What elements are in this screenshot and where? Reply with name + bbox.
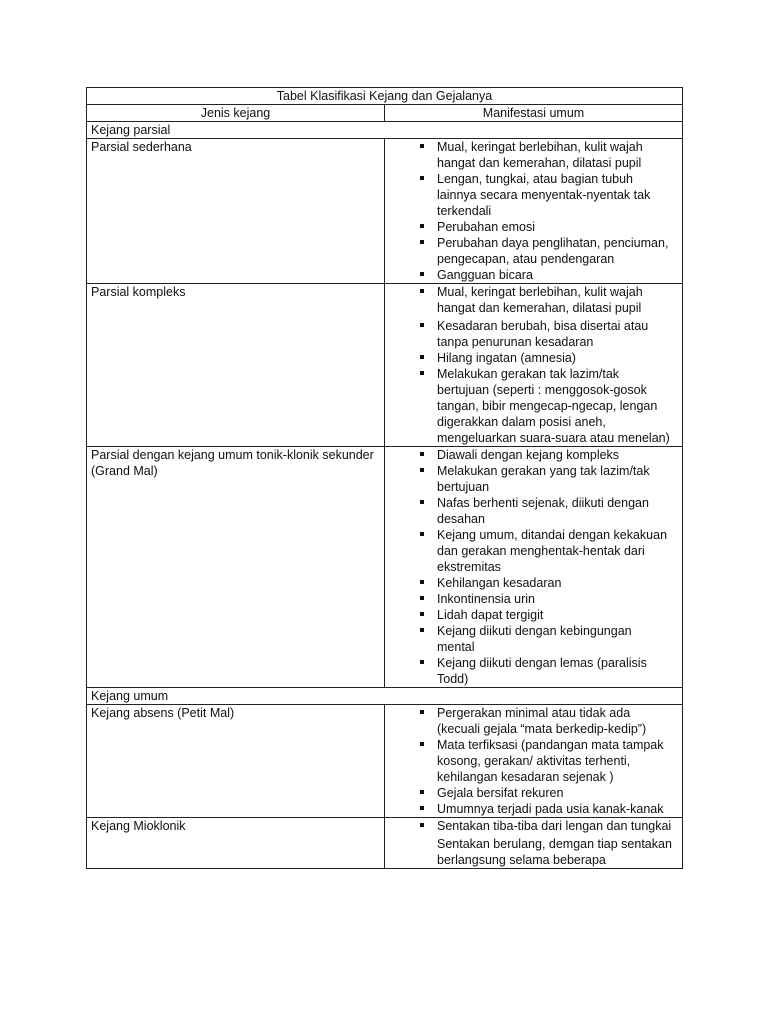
list-item: Kehilangan kesadaran: [389, 575, 678, 591]
list-item: Sentakan tiba-tiba dari lengan dan tungkai: [389, 818, 678, 834]
list-item: Mual, keringat berlebihan, kulit wajah hangat dan kemerahan, dilatasi pupil: [389, 284, 678, 316]
list-item: Kejang diikuti dengan kebingungan mental: [389, 623, 678, 655]
list-item: Kejang umum, ditandai dengan kekakuan dan gerakan menghentak-hentak dari ekstremitas: [389, 527, 678, 575]
seizure-type-cell: Parsial dengan kejang umum tonik-klonik sekunder (Grand Mal): [87, 447, 385, 688]
list-item: Pergerakan minimal atau tidak ada (kecuali gejala “mata berkedip-kedip”): [389, 705, 678, 737]
manifestation-list: [389, 447, 678, 687]
seizure-type-cell: Kejang Mioklonik: [87, 818, 385, 869]
header-seizure-type: Jenis kejang: [87, 105, 385, 122]
list-item: Kesadaran berubah, bisa disertai atau tanpa penurunan kesadaran: [389, 316, 678, 350]
list-item: Kejang diikuti dengan lemas (paralisis Todd): [389, 655, 678, 687]
table-row: [87, 139, 683, 284]
manifestation-list: [389, 284, 678, 446]
table-title: Tabel Klasifikasi Kejang dan Gejalanya: [87, 88, 683, 105]
list-item: Gangguan bicara: [389, 267, 678, 283]
title-row: [87, 88, 683, 105]
manifestation-cell: [385, 818, 683, 869]
list-item: Umumnya terjadi pada usia kanak-kanak: [389, 801, 678, 817]
list-item: Perubahan daya penglihatan, penciuman, pengecapan, atau pendengaran: [389, 235, 678, 267]
manifestation-list: [389, 705, 678, 817]
table-row: [87, 705, 683, 818]
list-item: Melakukan gerakan tak lazim/tak bertujuan (seperti : menggosok-gosok tangan, bibir mengecap-ngecap, lengan digerakkan dalam posisi aneh, mengeluarkan suara-suara atau menelan): [389, 366, 678, 446]
list-item: Perubahan emosi: [389, 219, 678, 235]
table-row: [87, 284, 683, 447]
seizure-type-cell: Parsial sederhana: [87, 139, 385, 284]
list-item: Diawali dengan kejang kompleks: [389, 447, 678, 463]
manifestation-cell: [385, 284, 683, 447]
list-item: Gejala bersifat rekuren: [389, 785, 678, 801]
section-row-generalized: [87, 688, 683, 705]
manifestation-cell: [385, 139, 683, 284]
list-item: Mual, keringat berlebihan, kulit wajah hangat dan kemerahan, dilatasi pupil: [389, 139, 678, 171]
list-item: Mata terfiksasi (pandangan mata tampak kosong, gerakan/ aktivitas terhenti, kehilangan kesadaran sejenak ): [389, 737, 678, 785]
list-item: Hilang ingatan (amnesia): [389, 350, 678, 366]
list-item: Inkontinensia urin: [389, 591, 678, 607]
list-item: Lidah dapat tergigit: [389, 607, 678, 623]
table-row: [87, 818, 683, 869]
manifestation-list: [389, 818, 678, 868]
list-item: Nafas berhenti sejenak, diikuti dengan desahan: [389, 495, 678, 527]
list-item: Melakukan gerakan yang tak lazim/tak bertujuan: [389, 463, 678, 495]
seizure-type-cell: Parsial kompleks: [87, 284, 385, 447]
header-row: [87, 105, 683, 122]
seizure-classification-table: [86, 87, 683, 869]
list-item: Lengan, tungkai, atau bagian tubuh lainnya secara menyentak-nyentak tak terkendali: [389, 171, 678, 219]
seizure-type-cell: Kejang absens (Petit Mal): [87, 705, 385, 818]
manifestation-cell: [385, 447, 683, 688]
list-item-continuation: Sentakan berulang, demgan tiap sentakan berlangsung selama beberapa: [437, 837, 672, 867]
section-label: Kejang umum: [87, 688, 683, 705]
table-row: [87, 447, 683, 688]
header-general-manifestation: Manifestasi umum: [385, 105, 683, 122]
manifestation-cell: [385, 705, 683, 818]
section-label: Kejang parsial: [87, 122, 683, 139]
section-row-partial: [87, 122, 683, 139]
manifestation-list: [389, 139, 678, 283]
